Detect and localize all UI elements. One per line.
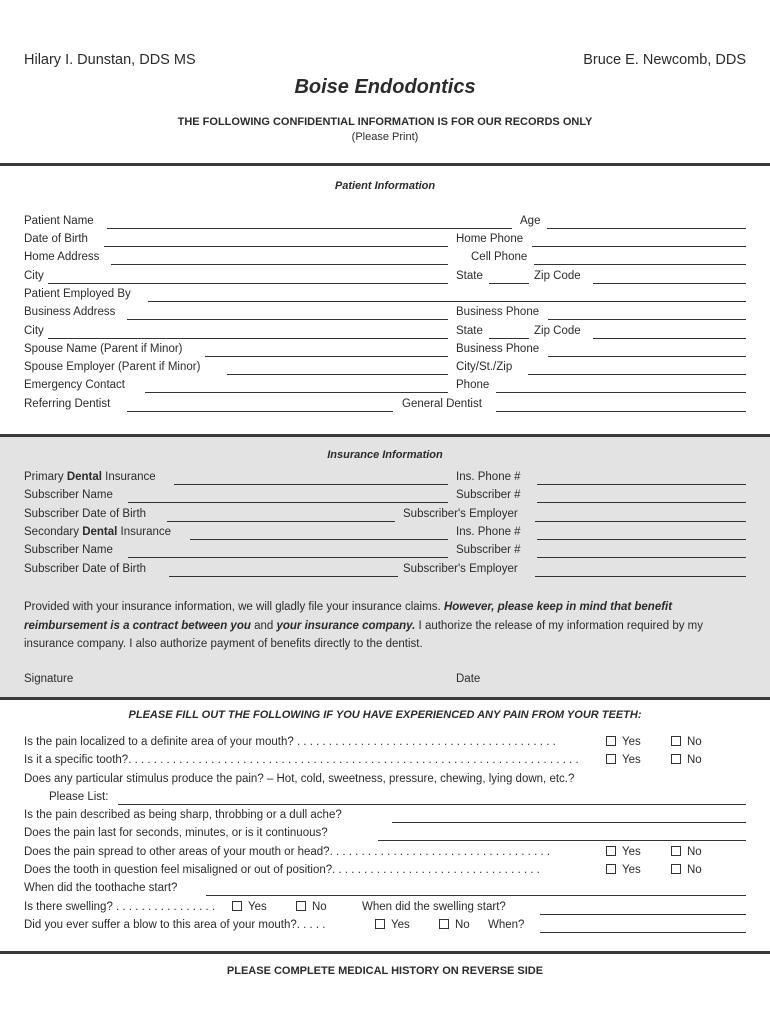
primary-insurance-field[interactable] — [174, 484, 448, 485]
section-divider — [0, 951, 770, 954]
emergency-contact-label: Emergency Contact — [24, 379, 125, 391]
subscriber-dob-field[interactable] — [167, 521, 395, 522]
swelling-start-label: When did the swelling start? — [362, 901, 506, 913]
business-phone-label: Business Phone — [456, 306, 540, 318]
cell-phone-field[interactable] — [534, 264, 746, 265]
question-pain-duration: Does the pain last for seconds, minutes, or is it continuous? — [24, 827, 328, 839]
no-option[interactable]: No — [671, 754, 702, 766]
date-label: Date — [456, 673, 481, 685]
checkbox-icon[interactable] — [606, 754, 616, 764]
city2-field[interactable] — [48, 338, 448, 339]
question-pain-type: Is the pain described as being sharp, throbbing or a dull ache? — [24, 809, 342, 821]
checkbox-icon[interactable] — [439, 919, 449, 929]
business-address-field[interactable] — [127, 319, 448, 320]
checkbox-icon[interactable] — [606, 846, 616, 856]
no-option[interactable]: No — [439, 919, 470, 931]
question-specific-tooth: Is it a specific tooth?. . . . . . . . . . . . . . . . . . . . . . . . . . . . . . . . . . . . . . . . . . . . . . . . . . . . . . . . . . . . . . . . . . . . . . . — [24, 754, 579, 766]
patient-name-label: Patient Name — [24, 215, 94, 227]
referring-dentist-label: Referring Dentist — [24, 398, 111, 410]
no-option[interactable]: No — [296, 901, 327, 913]
subscriber-employer2-label: Subscriber's Employer — [403, 563, 518, 575]
state2-field[interactable] — [489, 338, 529, 339]
spouse-employer-field[interactable] — [227, 374, 448, 375]
checkbox-icon[interactable] — [671, 754, 681, 764]
signature-label: Signature — [24, 673, 74, 685]
toothache-start-field[interactable] — [206, 895, 746, 896]
spouse-name-field[interactable] — [205, 356, 448, 357]
pain-type-field[interactable] — [392, 822, 746, 823]
subscriber-name-label: Subscriber Name — [24, 489, 113, 501]
primary-insurance-label: Primary Dental Insurance — [24, 471, 156, 483]
subscriber-num-label: Subscriber # — [456, 489, 521, 501]
please-print: (Please Print) — [351, 131, 419, 143]
question-swelling: Is there swelling? . . . . . . . . . . . . . . . . — [24, 901, 216, 913]
subscriber-dob2-label: Subscriber Date of Birth — [24, 563, 147, 575]
employed-by-field[interactable] — [148, 301, 746, 302]
zip-label: Zip Code — [534, 270, 581, 282]
insurance-section-title: Insurance Information — [327, 449, 443, 461]
spouse-name-label: Spouse Name (Parent if Minor) — [24, 343, 183, 355]
subscriber-name-field[interactable] — [128, 502, 448, 503]
emergency-contact-field[interactable] — [145, 392, 448, 393]
business-phone2-label: Business Phone — [456, 343, 540, 355]
city-st-zip-label: City/St./Zip — [456, 361, 513, 373]
yes-option[interactable]: Yes — [606, 864, 641, 876]
patient-name-field[interactable] — [107, 228, 512, 229]
no-option[interactable]: No — [671, 846, 702, 858]
subscriber-employer-label: Subscriber's Employer — [403, 508, 518, 520]
yes-option[interactable]: Yes — [606, 754, 641, 766]
yes-option[interactable]: Yes — [232, 901, 267, 913]
ins-phone2-label: Ins. Phone # — [456, 526, 521, 538]
cell-phone-label: Cell Phone — [471, 251, 528, 263]
checkbox-icon[interactable] — [671, 846, 681, 856]
referring-dentist-field[interactable] — [127, 411, 393, 412]
dentist-right: Bruce E. Newcomb, DDS — [583, 52, 746, 68]
subscriber-num2-field[interactable] — [537, 557, 746, 558]
business-phone2-field[interactable] — [548, 356, 746, 357]
no-option[interactable]: No — [671, 736, 702, 748]
checkbox-icon[interactable] — [671, 864, 681, 874]
secondary-insurance-label: Secondary Dental Insurance — [24, 526, 172, 538]
ins-phone-field[interactable] — [537, 484, 746, 485]
section-divider — [0, 434, 770, 437]
home-phone-field[interactable] — [532, 246, 746, 247]
zip2-field[interactable] — [593, 338, 746, 339]
subscriber-num-field[interactable] — [537, 502, 746, 503]
section-divider — [0, 697, 770, 700]
question-stimulus: Does any particular stimulus produce the pain? – Hot, cold, sweetness, pressure, chewing, lying down, etc.? — [24, 773, 575, 785]
subscriber-num2-label: Subscriber # — [456, 544, 521, 556]
pain-heading: PLEASE FILL OUT THE FOLLOWING IF YOU HAVE EXPERIENCED ANY PAIN FROM YOUR TEETH: — [128, 709, 642, 721]
subscriber-employer2-field[interactable] — [535, 576, 746, 577]
ins-phone-label: Ins. Phone # — [456, 471, 521, 483]
checkbox-icon[interactable] — [671, 736, 681, 746]
yes-option[interactable]: Yes — [606, 736, 641, 748]
please-list-label: Please List: — [49, 791, 109, 803]
confidential-notice: THE FOLLOWING CONFIDENTIAL INFORMATION IS FOR OUR RECORDS ONLY — [177, 116, 593, 128]
yes-option[interactable]: Yes — [606, 846, 641, 858]
checkbox-icon[interactable] — [232, 901, 242, 911]
city-field[interactable] — [48, 283, 448, 284]
question-localized: Is the pain localized to a definite area of your mouth? . . . . . . . . . . . . . . . . . . . . . . . . . . . . . . . . . . . . . . . . . — [24, 736, 556, 748]
practice-name: Boise Endodontics — [294, 76, 476, 98]
question-toothache-start: When did the toothache start? — [24, 882, 178, 894]
subscriber-dob2-field[interactable] — [169, 576, 398, 577]
no-option[interactable]: No — [671, 864, 702, 876]
dob-field[interactable] — [104, 246, 448, 247]
subscriber-dob-label: Subscriber Date of Birth — [24, 508, 147, 520]
secondary-insurance-field[interactable] — [190, 539, 448, 540]
please-list-field[interactable] — [118, 804, 746, 805]
when-field[interactable] — [540, 932, 746, 933]
city-label: City — [24, 270, 44, 282]
age-label: Age — [520, 215, 541, 227]
question-pain-spread: Does the pain spread to other areas of your mouth or head?. . . . . . . . . . . . . . . . . . . . . . . . . . . . . . . . . . . — [24, 846, 551, 858]
swelling-start-field[interactable] — [540, 914, 746, 915]
employed-by-label: Patient Employed By — [24, 288, 131, 300]
city2-label: City — [24, 325, 44, 337]
business-address-label: Business Address — [24, 306, 116, 318]
checkbox-icon[interactable] — [375, 919, 385, 929]
subscriber-name2-field[interactable] — [128, 557, 448, 558]
zip-field[interactable] — [593, 283, 746, 284]
age-field[interactable] — [547, 228, 746, 229]
zip2-label: Zip Code — [534, 325, 581, 337]
when-label: When? — [488, 919, 525, 931]
ins-phone2-field[interactable] — [537, 539, 746, 540]
home-address-field[interactable] — [111, 264, 448, 265]
spouse-employer-label: Spouse Employer (Parent if Minor) — [24, 361, 201, 373]
question-misaligned: Does the tooth in question feel misaligned or out of position?. . . . . . . . . . . . . . . . . . . . . . . . . . . . . . . . . — [24, 864, 540, 876]
subscriber-name2-label: Subscriber Name — [24, 544, 113, 556]
checkbox-icon[interactable] — [296, 901, 306, 911]
section-divider — [0, 163, 770, 166]
home-phone-label: Home Phone — [456, 233, 524, 245]
dentist-left: Hilary I. Dunstan, DDS MS — [24, 52, 196, 68]
general-dentist-field[interactable] — [496, 411, 746, 412]
pain-duration-field[interactable] — [378, 840, 746, 841]
business-phone-field[interactable] — [548, 319, 746, 320]
dob-label: Date of Birth — [24, 233, 88, 245]
state2-label: State — [456, 325, 483, 337]
footer-note: PLEASE COMPLETE MEDICAL HISTORY ON REVERSE SIDE — [226, 965, 544, 977]
yes-option[interactable]: Yes — [375, 919, 410, 931]
authorization-paragraph: Provided with your insurance information, we will gladly file your insurance claims. However, please keep in mind that benefit reimbursement is a contract between you and your insurance company. I authorize the release of my information required by my insurance company. I also authorize payment of benefits directly to the dentist. — [24, 601, 703, 650]
phone-label: Phone — [456, 379, 490, 391]
checkbox-icon[interactable] — [606, 864, 616, 874]
home-address-label: Home Address — [24, 251, 100, 263]
subscriber-employer-field[interactable] — [535, 521, 746, 522]
phone-field[interactable] — [496, 392, 746, 393]
state-field[interactable] — [489, 283, 529, 284]
checkbox-icon[interactable] — [606, 736, 616, 746]
question-blow: Did you ever suffer a blow to this area of your mouth?. . . . . — [24, 919, 326, 931]
city-st-zip-field[interactable] — [528, 374, 746, 375]
state-label: State — [456, 270, 483, 282]
patient-section-title: Patient Information — [334, 180, 436, 192]
general-dentist-label: General Dentist — [402, 398, 482, 410]
